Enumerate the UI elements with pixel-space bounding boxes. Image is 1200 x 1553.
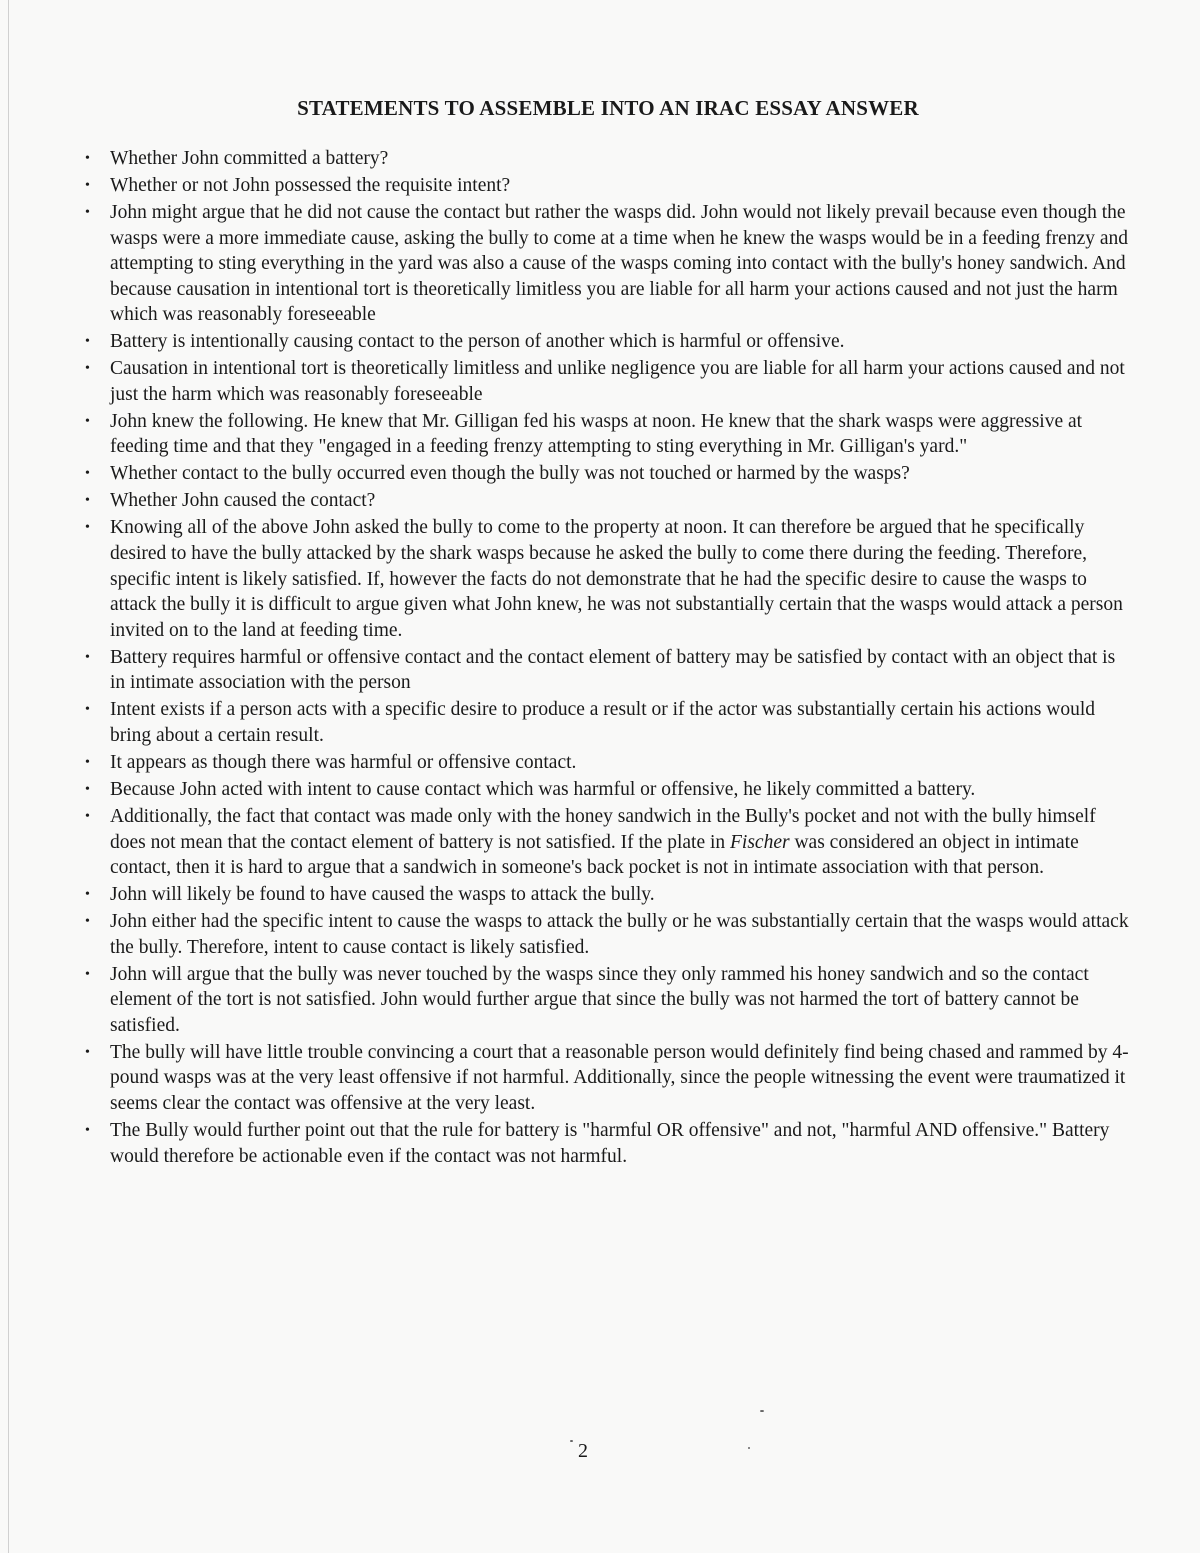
statement-text: Battery requires harmful or offensive contact and the contact element of battery may be satisfied by contact with an object that is in intimate association with the person <box>110 646 1116 694</box>
statement-text: Whether contact to the bully occurred even though the bully was not touched or harmed by the wasps? <box>110 463 910 485</box>
statement-item <box>82 200 1130 328</box>
statement-text: John either had the specific intent to cause the wasps to attack the bully or he was substantially certain that the wasps would attack the bully. Therefore, intent to cause contact is likely satisfied. <box>110 911 1129 958</box>
statement-text: It appears as though there was harmful or offensive contact. <box>110 751 577 773</box>
statement-item <box>82 750 1130 776</box>
statement-item <box>82 329 1130 355</box>
scan-speck <box>570 1440 573 1442</box>
statement-text: The bully will have little trouble convincing a court that a reasonable person would definitely find being chased and rammed by 4-pound wasps was at the very least offensive if not harmful. Additionally, since the people witnessing the event were traumatized it seems clear the contact was offensive at the very least. <box>110 1041 1129 1115</box>
case-name-fischer: Fischer <box>730 831 790 853</box>
statement-item <box>82 1118 1130 1169</box>
bullet-icon: • <box>85 413 90 429</box>
statement-item <box>82 146 1130 172</box>
statement-text: Because John acted with intent to cause contact which was harmful or offensive, he likely committed a battery. <box>110 778 976 800</box>
statement-item <box>82 488 1130 514</box>
statement-item <box>82 697 1130 748</box>
statement-text: John might argue that he did not cause the contact but rather the wasps did. John would not likely prevail because even though the wasps were a more immediate cause, asking the bully to come at a time when he knew the wasps would be in a feeding frenzy and attempting to sting everything in the yard was also a cause of the wasps coming into contact with the bully's honey sandwich. And because causation in intentional tort is theoretically limitless you are liable for all harm your actions caused and not just the harm which was reasonably foreseeable <box>110 201 1128 326</box>
bullet-icon: • <box>85 466 90 482</box>
statement-item <box>82 1040 1130 1117</box>
statement-item <box>82 882 1130 908</box>
statement-item <box>82 173 1130 199</box>
bullet-icon: • <box>85 754 90 770</box>
statement-text: Whether John committed a battery? <box>110 148 389 169</box>
statement-item <box>82 909 1130 960</box>
bullet-icon: • <box>85 334 90 350</box>
scan-speck <box>760 1410 764 1412</box>
scan-edge-line <box>8 0 9 1553</box>
bullet-icon: • <box>85 702 90 718</box>
bullet-icon: • <box>85 649 90 665</box>
statement-item <box>82 804 1130 881</box>
statement-text-part: Additionally, the fact that contact was made only with the honey sandwich in the Bully's pocket and not with the bully himself does not mean that the contact element of battery is not satisfied. If the plate in <box>110 805 1096 853</box>
scan-speck <box>748 1447 750 1449</box>
statement-list <box>82 146 1130 1171</box>
statement-text: Battery is intentionally causing contact to the person of another which is harmful or offensive. <box>110 331 845 353</box>
statement-text: Causation in intentional tort is theoretically limitless and unlike negligence you are liable for all harm your actions caused and not just the harm which was reasonably foreseeable <box>110 358 1125 405</box>
statement-text: Knowing all of the above John asked the bully to come to the property at noon. It can therefore be argued that he specifically desired to have the bully attacked by the shark wasps because he asked the bully to come there during the feeding. Therefore, specific intent is likely satisfied. If, however the facts do not demonstrate that he had the specific desire to cause the wasps to attack the bully it is difficult to argue given what John knew, he was not substantially certain that the wasps would attack a person invited on to the land at feeding time. <box>110 517 1123 641</box>
statement-text: John will likely be found to have caused the wasps to attack the bully. <box>110 884 655 906</box>
statement-item <box>82 645 1130 696</box>
statement-text: The Bully would further point out that the rule for battery is "harmful OR offensive" and not, "harmful AND offensive." Battery would therefore be actionable even if the contact was not harmful. <box>110 1120 1110 1167</box>
bullet-icon: • <box>85 177 90 193</box>
statement-item <box>82 461 1130 487</box>
statement-item <box>82 409 1130 460</box>
bullet-icon: • <box>85 781 90 797</box>
page-number: 2 <box>578 1440 588 1462</box>
statement-text: Intent exists if a person acts with a specific desire to produce a result or if the actor was substantially certain his actions would bring about a certain result. <box>110 699 1095 746</box>
bullet-icon: • <box>85 808 90 824</box>
bullet-icon: • <box>85 966 90 982</box>
statement-text: Whether or not John possessed the requisite intent? <box>110 174 511 196</box>
bullet-icon: • <box>85 361 90 377</box>
bullet-icon: • <box>85 493 90 509</box>
statement-item <box>82 962 1130 1039</box>
bullet-icon: • <box>85 1123 90 1138</box>
statement-text: John will argue that the bully was never touched by the wasps since they only rammed his honey sandwich and so the contact element of the tort is not satisfied. John would further argue that since the bully was not harmed the tort of battery cannot be satisfied. <box>110 963 1089 1036</box>
statement-item <box>82 777 1130 803</box>
statement-text: John knew the following. He knew that Mr. Gilligan fed his wasps at noon. He knew that the shark wasps were aggressive at feeding time and that they "engaged in a feeding frenzy attempting to sting everything in Mr. Gilligan's yard." <box>110 410 1083 458</box>
statement-text-part: was considered an object in intimate contact, then it is hard to argue that a sandwich in someone's back pocket is not in intimate association with that person. <box>110 831 1079 879</box>
document-title: STATEMENTS TO ASSEMBLE INTO AN IRAC ESSAY ANSWER <box>297 96 919 120</box>
bullet-icon: • <box>85 204 90 220</box>
bullet-icon: • <box>85 1044 90 1060</box>
bullet-icon: • <box>85 151 90 166</box>
statement-item <box>82 515 1130 643</box>
statement-item <box>82 356 1130 407</box>
statement-text: Whether John caused the contact? <box>110 490 376 512</box>
bullet-icon: • <box>85 520 90 536</box>
bullet-icon: • <box>85 887 90 903</box>
bullet-icon: • <box>85 914 90 930</box>
